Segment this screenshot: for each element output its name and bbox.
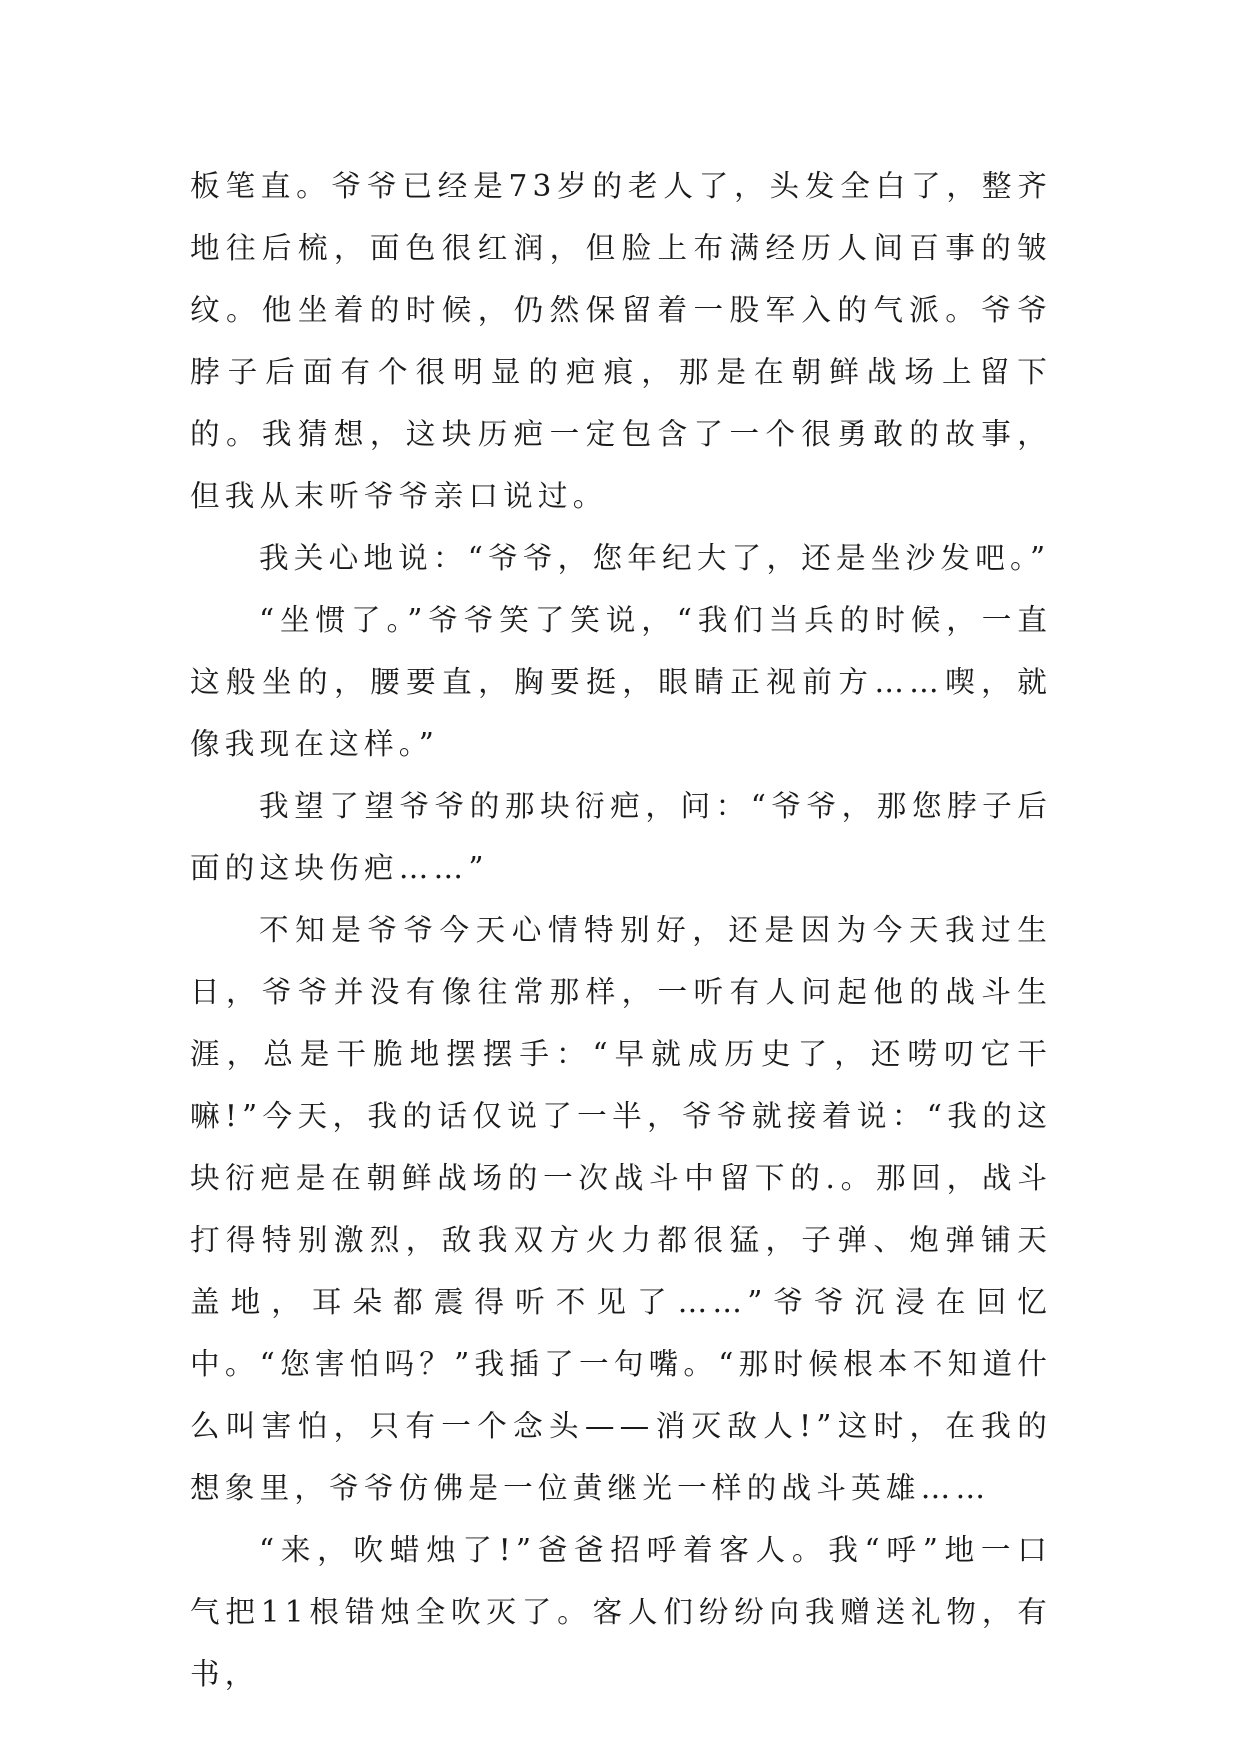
paragraph-5: 不知是爷爷今天心情特别好，还是因为今天我过生日，爷爷并没有像往常那样，一听有人问起他的战斗生涯，总是干脆地摆摆手：“早就成历史了，还唠叨它干嘛!”今天，我的话仅说了一半，爷爷就接着说：“我的这块衍疤是在朝鲜战场的一次战斗中留下的.。那回，战斗打得特别激烈，敌我双方火力都很猛，子弹、炮弹铺天盖地，耳朵都震得听不见了……”爷爷沉浸在回忆中。“您害怕吗？”我插了一句嘴。“那时候根本不知道什么叫害怕，只有一个念头——消灭敌人!”这时，在我的想象里，爷爷仿佛是一位黄继光一样的战斗英雄……: [190, 913, 1052, 1505]
paragraph-6: “来，吹蜡烛了!”爸爸招呼着客人。我“呼”地一口气把11根错烛全吹灭了。客人们纷纷向我赠送礼物，有书，: [190, 1533, 1052, 1691]
paragraph-2: 我关心地说：“爷爷，您年纪大了，还是坐沙发吧。”: [259, 541, 1051, 575]
body-text: [190, 155, 1052, 1705]
paragraph-3: “坐惯了。”爷爷笑了笑说，“我们当兵的时候，一直这般坐的，腰要直，胸要挺，眼睛正视前方……喫，就像我现在这样。”: [190, 603, 1052, 761]
paragraph-1: 板笔直。爷爷已经是73岁的老人了，头发全白了，整齐地往后梳，面色很红润，但脸上布满经历人间百事的皱纹。他坐着的时候，仍然保留着一股军入的气派。爷爷脖子后面有个很明显的疤痕，那是在朝鲜战场上留下的。我猜想，这块历疤一定包含了一个很勇敢的故事，但我从末听爷爷亲口说过。: [190, 169, 1052, 513]
paragraph-4: 我望了望爷爷的那块衍疤，问：“爷爷，那您脖子后面的这块伤疤……”: [190, 789, 1052, 885]
